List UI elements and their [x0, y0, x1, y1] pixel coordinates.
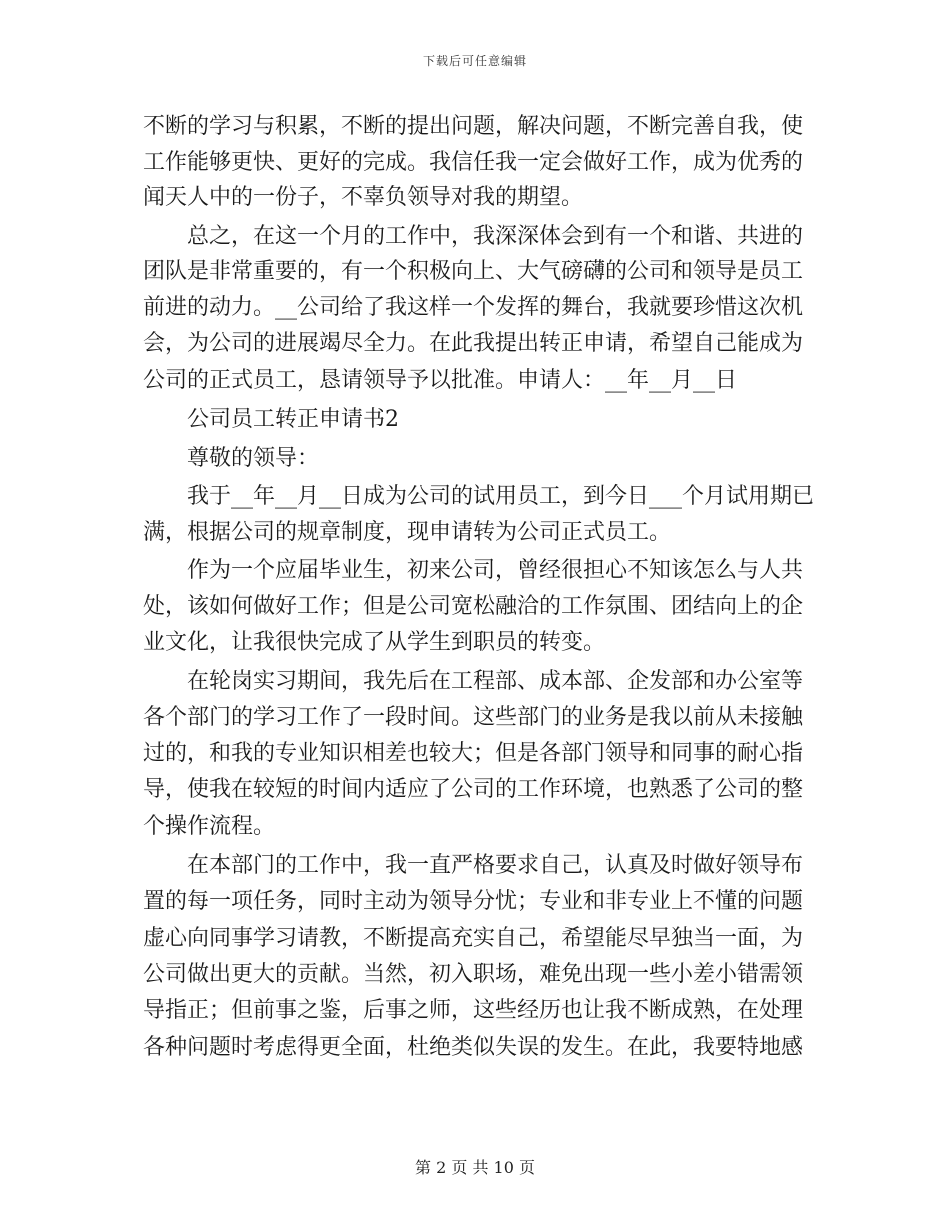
text-line: 各种问题时考虑得更全面，杜绝类似失误的发生。在此，我要特地感 — [143, 1035, 804, 1060]
text-line: 不断的学习与积累，不断的提出问题，解决问题，不断完善自我，使 — [143, 114, 804, 139]
text-line: 导，使我在较短的时间内适应了公司的工作环境，也熟悉了公司的整 — [143, 777, 804, 802]
text-line: 过的，和我的专业知识相差也较大；但是各部门领导和同事的耐心指 — [143, 741, 804, 766]
text-line: 工作能够更快、更好的完成。我信任我一定会做好工作，成为优秀的 — [143, 150, 804, 175]
text-line: 闻天人中的一份子，不辜负领导对我的期望。 — [143, 185, 584, 210]
text-line: 各个部门的学习工作了一段时间。这些部门的业务是我以前从未接触 — [143, 705, 804, 730]
text-line: 在轮岗实习期间，我先后在工程部、成本部、企发部和办公室等 — [187, 669, 804, 694]
text-line: 团队是非常重要的，有一个积极向上、大气磅礴的公司和领导是员工 — [143, 259, 804, 284]
text-line: 导指正；但前事之鉴，后事之师，这些经历也让我不断成熟，在处理 — [143, 998, 804, 1023]
text-line: 公司做出更大的贡献。当然，初入职场，难免出现一些小差小错需领 — [143, 962, 804, 987]
text-line: 总之，在这一个月的工作中，我深深体会到有一个和谐、共进的 — [187, 224, 804, 249]
salutation: 尊敬的领导： — [187, 446, 320, 471]
text-line: 个操作流程。 — [143, 814, 276, 839]
text-line: 虚心向同事学习请教，不断提高充实自己，希望能尽早独当一面，为 — [143, 926, 804, 951]
text-line: 会，为公司的进展竭尽全力。在此我提出转正申请，希望自己能成为 — [143, 331, 804, 356]
section-title: 公司员工转正申请书2 — [187, 407, 399, 432]
text-line: 满，根据公司的规章制度，现申请转为公司正式员工。 — [143, 520, 672, 545]
page-header: 下载后可任意编辑 — [422, 54, 527, 68]
text-line: 置的每一项任务，同时主动为领导分忧；专业和非专业上不懂的问题 — [143, 889, 804, 914]
text-line: 作为一个应届毕业生，初来公司，曾经很担心不知该怎么与人共 — [187, 558, 804, 583]
text-line: 业文化，让我很快完成了从学生到职员的转变。 — [143, 630, 606, 655]
text-line: 我于__年__月__日成为公司的试用员工，到今日___个月试用期已 — [187, 484, 815, 509]
page-number: 第 2 页 共 10 页 — [415, 1158, 535, 1177]
text-line: 公司的正式员工，恳请领导予以批准。申请人：__年__月__日 — [143, 368, 738, 393]
text-line: 前进的动力。__公司给了我这样一个发挥的舞台，我就要珍惜这次机 — [143, 295, 804, 320]
text-line: 处，该如何做好工作；但是公司宽松融洽的工作氛围、团结向上的企 — [143, 594, 804, 619]
text-line: 在本部门的工作中，我一直严格要求自己，认真及时做好领导布 — [187, 853, 804, 878]
